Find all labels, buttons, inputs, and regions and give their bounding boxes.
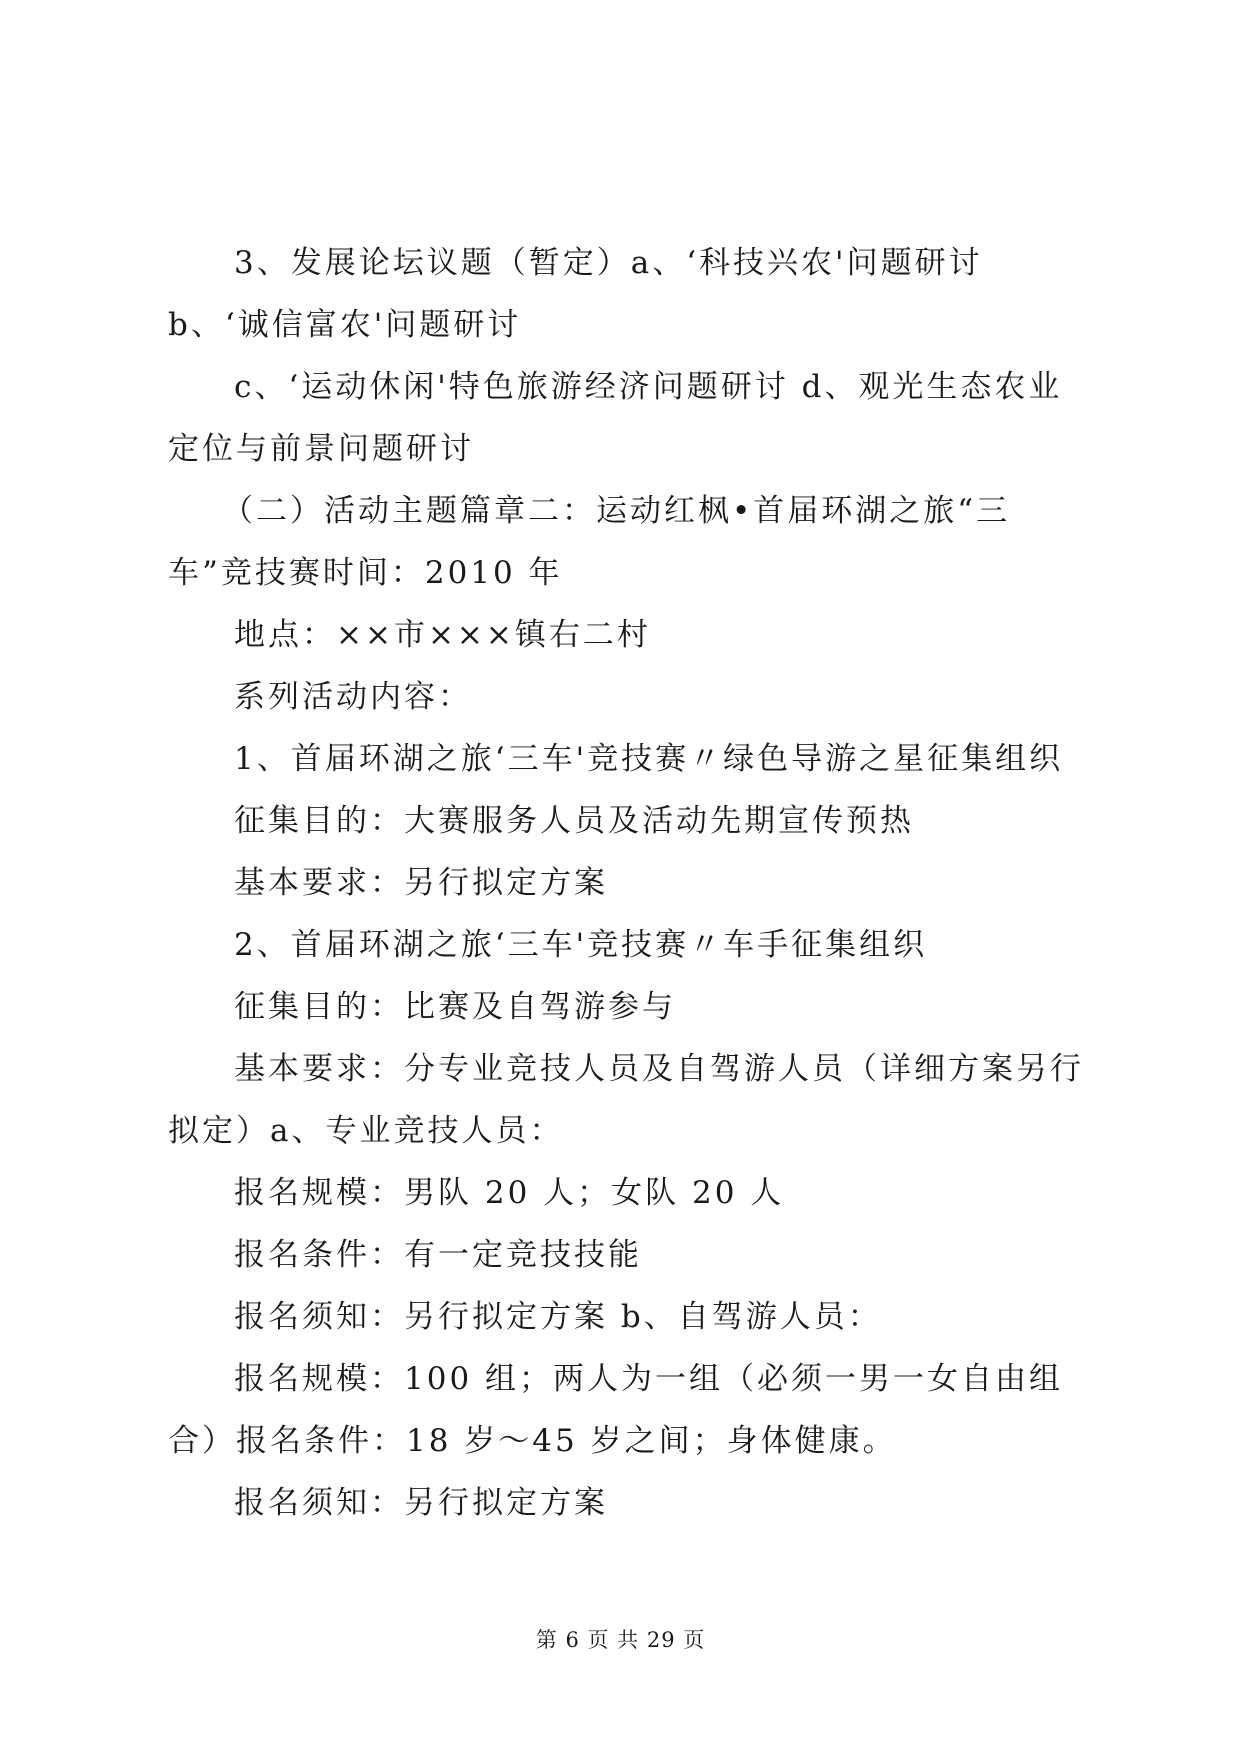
paragraph-guide-purpose: 征集目的：大赛服务人员及活动先期宣传预热 [234, 803, 914, 839]
paragraph-driver-purpose: 征集目的：比赛及自驾游参与 [234, 989, 676, 1025]
paragraph-pro-conditions: 报名条件：有一定竞技技能 [234, 1237, 642, 1273]
paragraph-pro-notice: 报名须知：另行拟定方案 b、自驾游人员： [234, 1299, 882, 1335]
paragraph-driver-requirements: 基本要求：分专业竞技人员及自驾游人员（详细方案另行拟定）a、专业竞技人员： [168, 1051, 1084, 1149]
document-body [168, 232, 1088, 1534]
paragraph-driver-recruitment: 2、首届环湖之旅‘三车'竞技赛〃车手征集组织 [234, 927, 928, 963]
paragraph-series-activities: 系列活动内容： [234, 679, 472, 715]
paragraph-location: 地点：××市×××镇右二村 [234, 617, 651, 653]
paragraph-forum-topics-continued: c、‘运动休闲'特色旅游经济问题研讨 d、观光生态农业定位与前景问题研讨 [168, 369, 1063, 467]
paragraph-forum-topics: 3、发展论坛议题（暂定）a、‘科技兴农'问题研讨 b、‘诚信富农'问题研讨 [168, 245, 983, 343]
page-number-footer: 第 6 页 共 29 页 [535, 1628, 706, 1652]
paragraph-theme-chapter-two: （二）活动主题篇章二：运动红枫•首届环湖之旅“三车”竞技赛时间：2010 年 [168, 493, 1011, 591]
paragraph-guide-star-recruitment: 1、首届环湖之旅‘三车'竞技赛〃绿色导游之星征集组织 [234, 741, 1064, 777]
paragraph-selfdrive-notice: 报名须知：另行拟定方案 [234, 1485, 608, 1521]
paragraph-pro-scale: 报名规模：男队 20 人；女队 20 人 [234, 1175, 785, 1211]
paragraph-selfdrive-scale: 报名规模：100 组；两人为一组（必须一男一女自由组合）报名条件：18 岁～45 岁之间；身体健康。 [168, 1361, 1064, 1459]
paragraph-guide-requirements: 基本要求：另行拟定方案 [234, 865, 608, 901]
